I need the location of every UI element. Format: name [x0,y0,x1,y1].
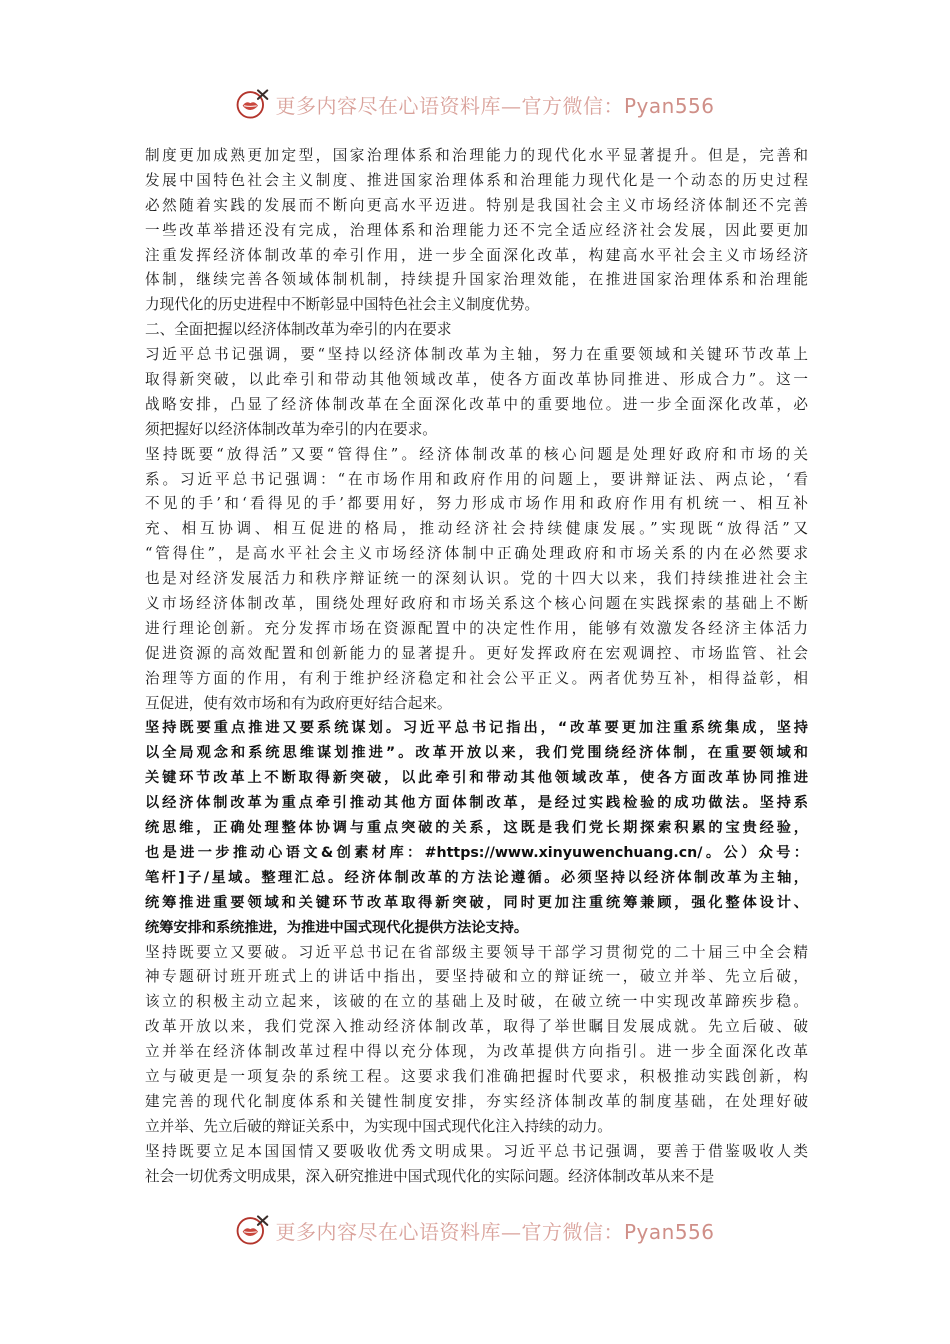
text-line: 战略安排，凸显了经济体制改革在全面深化改革中的重要地位。进一步全面深化改革，必 [145,395,808,413]
text-line: 坚持既要重点推进又要系统谋划。习近平总书记指出，“改革要更加注重系统集成，坚持 [145,720,808,737]
lips-with-cross-logo-icon [235,87,269,121]
text-line: “管得住”，是高水平社会主义市场经济体制中正确处理政府和市场关系的内在必然要求 [145,545,808,563]
paragraph [145,1140,808,1190]
text-line: 力现代化的历史进程中不断彰显中国特色社会主义制度优势。 [145,296,540,314]
text-line: 一些改革举措还没有完成，治理体系和治理能力还不完全适应经济社会发展，因此要更加 [145,221,808,239]
text-line: 立并举、先立后破的辩证关系中，为实现中国式现代化注入持续的动力。 [145,1117,613,1135]
text-line: 立并举在经济体制改革过程中得以充分体现，为改革提供方向指引。进一步全面深化改革 [145,1043,808,1061]
text-line: 统筹安排和系统推进，为推进中国式现代化提供方法论支持。 [145,919,529,936]
watermark-wechat-id: Pyan556 [623,1219,715,1244]
text-line: 必然随着实践的发展而不断向更高水平迈进。特别是我国社会主义市场经济体制还不完善 [145,196,808,214]
text-line: 取得新突破，以此牵引和带动其他领域改革，使各方面改革协同推进、形成合力”。这一 [145,371,808,389]
text-line: 笔杆]子/星域。整理汇总。经济体制改革的方法论遵循。必须坚持以经济体制改革为主轴， [145,869,808,886]
text-line: 充、相互协调、相互促进的格局，推动经济社会持续健康发展。”实现既“放得活”又 [145,520,808,538]
text-line: 关键环节改革上不断取得新突破，以此牵引和带动其他领域改革，使各方面改革协同推进 [145,770,808,787]
paragraph [145,443,808,717]
text-line: 二、全面把握以经济体制改革为牵引的内在要求 [145,321,452,339]
text-line: 须把握好以经济体制改革为牵引的内在要求。 [145,420,437,438]
watermark-text [275,90,714,119]
text-line: 也是进一步推动心语文&创素材库：#https://www.xinyuwenchuang.cn/。公）众号： [145,844,808,861]
text-line: 以经济体制改革为重点牵引推动其他方面体制改革，是经过实践检验的成功做法。坚持系 [145,795,808,812]
watermark-text [275,1216,714,1245]
watermark-wechat-id: Pyan556 [623,93,715,118]
document-body [145,144,808,1189]
text-line: 制度更加成熟更加定型，国家治理体系和治理能力的现代化水平显著提升。但是，完善和 [145,147,808,164]
text-line: 义市场经济体制改革，围绕处理好政府和市场关系这个核心问题在实践探索的基础上不断 [145,595,808,613]
text-line: 坚持既要“放得活”又要“管得住”。经济体制改革的核心问题是处理好政府和市场的关 [145,445,808,463]
header-watermark-banner [0,84,950,124]
watermark-text-cn: 更多内容尽在心语资料库—官方微信： [275,1219,624,1244]
text-line: 坚持既要立足本国国情又要吸收优秀文明成果。习近平总书记强调，要善于借鉴吸收人类 [145,1142,808,1160]
text-line: 该立的积极主动立起来，该破的在立的基础上及时破，在破立统一中实现改革蹄疾步稳。 [145,993,808,1011]
text-line: 不见的手’和‘看得见的手’都要用好，努力形成市场作用和政府作用有机统一、相互补 [145,495,808,513]
watermark-text-cn: 更多内容尽在心语资料库—官方微信： [275,93,624,118]
text-line: 也是对经济发展活力和秩序辩证统一的深刻认识。党的十四大以来，我们持续推进社会主 [145,570,808,588]
text-line: 统思维，正确处理整体协调与重点突破的关系，这既是我们党长期探索积累的宝贵经验， [145,820,808,837]
text-line: 治理等方面的作用，有利于维护经济稳定和社会公平正义。两者优势互补，相得益彰，相 [145,669,808,687]
text-line: 社会一切优秀文明成果，深入研究推进中国式现代化的实际问题。经济体制改革从来不是 [145,1167,715,1185]
lips-with-cross-logo-icon [235,1213,269,1247]
footer-watermark-banner [0,1210,950,1250]
text-line: 互促进，使有效市场和有为政府更好结合起来。 [145,694,452,712]
text-line: 发展中国特色社会主义制度、推进国家治理体系和治理能力现代化是一个动态的历史过程 [145,171,808,189]
text-line: 统筹推进重要领域和关键环节改革取得新突破，同时更加注重统筹兼顾，强化整体设计、 [145,894,808,911]
paragraph [145,941,808,1140]
header-watermark-content [235,87,714,121]
text-line: 建完善的现代化制度体系和关键性制度安排，夯实经济体制改革的制度基础，在处理好破 [145,1092,808,1110]
paragraph [145,318,808,343]
footer-watermark-content [235,1213,714,1247]
text-line: 改革开放以来，我们党深入推动经济体制改革，取得了举世瞩目发展成就。先立后破、破 [145,1018,808,1036]
text-line: 以全局观念和系统思维谋划推进”。改革开放以来，我们党围绕经济体制，在重要领域和 [145,745,808,762]
text-line: 系。习近平总书记强调：“在市场作用和政府作用的问题上，要讲辩证法、两点论，‘看 [145,470,808,488]
text-line: 习近平总书记强调，要“坚持以经济体制改革为主轴，努力在重要领域和关键环节改革上 [145,346,808,364]
paragraph [145,343,808,443]
text-line: 立与破更是一项复杂的系统工程。这要求我们准确把握时代要求，积极推动实践创新，构 [145,1067,808,1085]
text-line: 坚持既要立又要破。习近平总书记在省部级主要领导干部学习贯彻党的二十届三中全会精 [145,943,808,961]
paragraph [145,716,808,940]
text-line: 进行理论创新。充分发挥市场在资源配置中的决定性作用，能够有效激发各经济主体活力 [145,619,808,637]
text-line: 体制，继续完善各领域体制机制，持续提升国家治理效能，在推进国家治理体系和治理能 [145,271,808,289]
text-line: 神专题研讨班开班式上的讲话中指出，要坚持破和立的辩证统一，破立并举、先立后破， [145,968,808,986]
text-line: 促进资源的高效配置和创新能力的显著提升。更好发挥政府在宏观调控、市场监管、社会 [145,644,808,662]
paragraph [145,144,808,318]
text-line: 注重发挥经济体制改革的牵引作用，进一步全面深化改革，构建高水平社会主义市场经济 [145,246,808,264]
